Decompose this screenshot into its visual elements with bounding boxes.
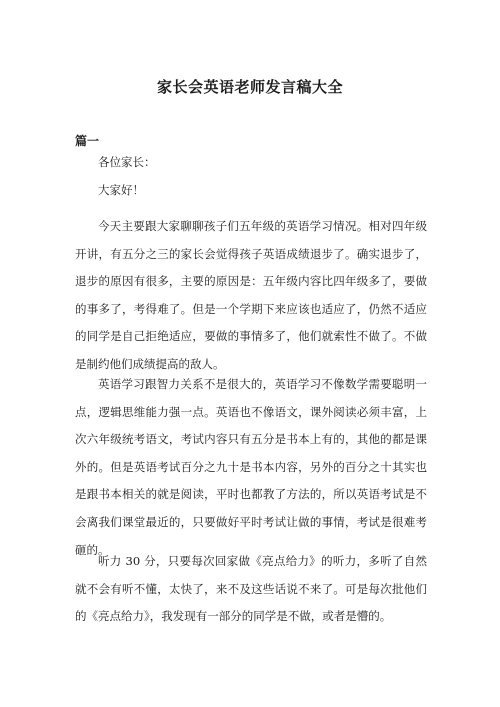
salutation-line: 大家好！ bbox=[98, 183, 144, 197]
body-paragraph: 今天主要跟大家聊聊孩子们五年级的英语学习情况。相对四年级开讲，有五分之三的家长会觉得孩子英语成绩退步了。确实退步了，退步的原因有很多，主要的原因是：五年级内容比四年级多了，要做的事多了，考得难了。但是一个学期下来应该也适应了，仍然不适应的同学是自己拒绝适应，要做的事情多了，他们就索性不做了。不做是制约他们成绩提高的敌人。 bbox=[75, 219, 427, 371]
body-paragraph: 英语学习跟智力关系不是很大的，英语学习不像数学需要聪明一点，逻辑思维能力强一点。英语也不像语文，课外阅读必须丰富，上次六年级统考语文，考试内容只有五分是书本上有的，其他的都是课外的。但是英语考试百分之九十是书本内容，另外的百分之十其实也是跟书本相关的就是阅读，平时也都教了方法的，所以英语考试是不会离我们课堂最近的，只要做好平时考试让做的事情，考试是很难考砸的。 bbox=[75, 377, 427, 557]
greeting-line: 各位家长： bbox=[98, 155, 156, 169]
document-title: 家长会英语老师发言稿大全 bbox=[156, 78, 343, 96]
section-heading: 篇一 bbox=[75, 134, 100, 148]
body-paragraph: 听力 30 分，只要每次回家做《亮点给力》的听力，多听了自然就不会有听不懂，太快了，来不及这些话说不来了。可是每次批他们的《亮点给力》，我发现有一部分的同学是不做，或者是懵的。 bbox=[75, 554, 427, 624]
